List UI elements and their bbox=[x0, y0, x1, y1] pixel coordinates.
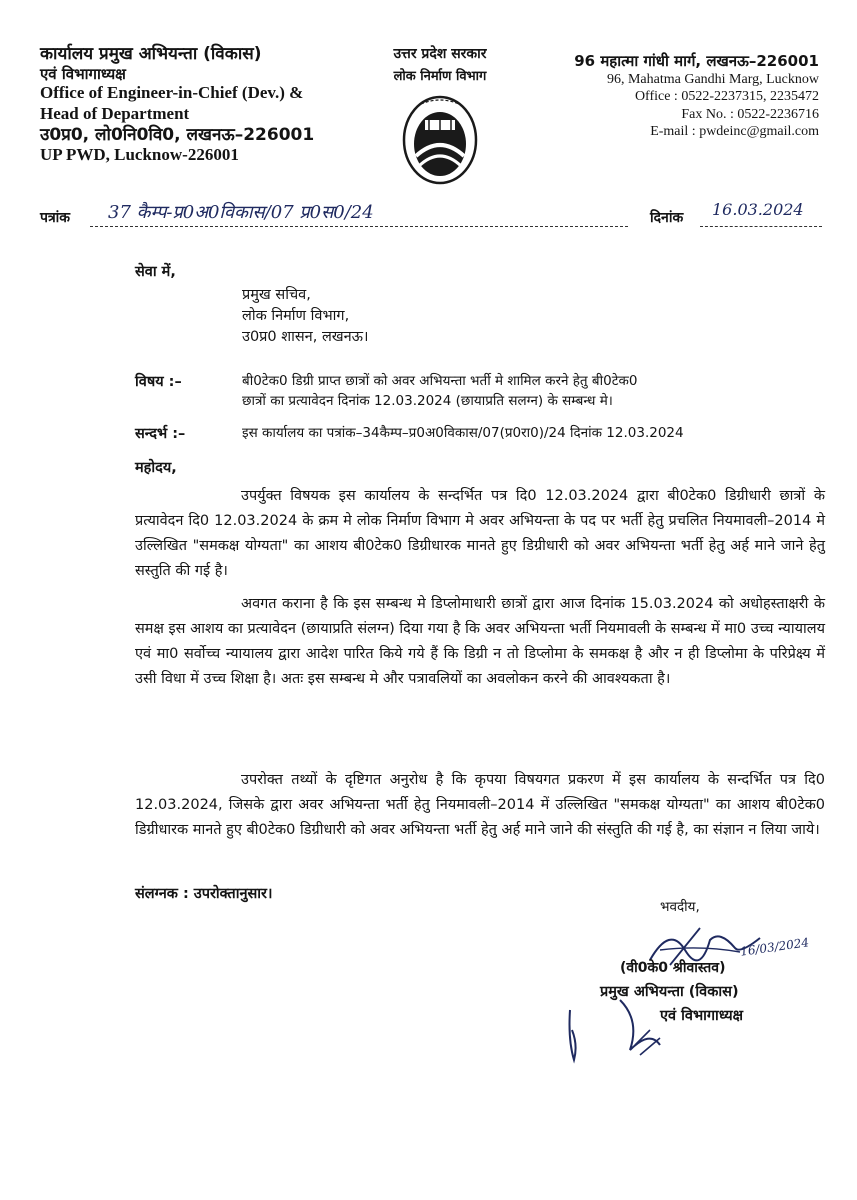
office-phone: Office : 0522-2237315, 2235472 bbox=[634, 89, 819, 105]
office-hindi-title: कार्यालय प्रमुख अभियन्ता (विकास) bbox=[40, 44, 262, 64]
hindi-address: 96 महात्मा गांधी मार्ग, लखनऊ–226001 bbox=[574, 52, 819, 70]
sandarbh-text: इस कार्यालय का पत्रांक–34कैम्प–प्र0अ0विकास/07(प्र0रा0)/24 दिनांक 12.03.2024 bbox=[242, 425, 684, 441]
addressee bbox=[242, 285, 369, 348]
patrank-label: पत्रांक bbox=[40, 210, 71, 226]
addressee-line-2: लोक निर्माण विभाग, bbox=[242, 308, 350, 325]
office-english-address: UP PWD, Lucknow-226001 bbox=[40, 145, 239, 165]
dept-name: लोक निर्माण विभाग bbox=[393, 69, 487, 84]
initials-scribble-icon bbox=[560, 990, 680, 1070]
dinank-value: 16.03.2024 bbox=[700, 200, 822, 227]
office-hindi-address: उ0प्र0, लो0नि0वि0, लखनऊ–226001 bbox=[40, 124, 315, 145]
subject-line-1: बी0टेक0 डिग्री प्राप्त छात्रों को अवर अभियन्ता भर्ती मे शामिल करने हेतु बी0टेक0 bbox=[242, 373, 638, 389]
paragraph-3: उपरोक्त तथ्यों के दृष्टिगत अनुरोध है कि कृपया विषयगत प्रकरण में इस कार्यालय के सन्दर्भित पत्र दि0 12.03.2024, जिसके द्वारा अवर अभियन्ता भर्ती हेतु नियमावली–2014 में उल्लिखित "समकक्ष योग्यता" का आशय बी0टेक0 डिग्रीधारक मानते हुए बी0टेक0 डिग्रीधारी को अवर अभियन्ता भर्ती हेतु अर्ह माने जाने की संस्तुति की गई है, का संज्ञान न लिया जाये। bbox=[135, 772, 825, 838]
pwd-emblem-icon bbox=[401, 94, 479, 186]
dinank-label: दिनांक bbox=[650, 210, 684, 226]
govt-name: उत्तर प्रदेश सरकार bbox=[393, 46, 487, 62]
subject-text bbox=[242, 372, 822, 411]
salutation: महोदय, bbox=[135, 460, 177, 476]
paragraph-1: उपर्युक्त विषयक इस कार्यालय के सन्दर्भित पत्र दि0 12.03.2024 द्वारा बी0टेक0 डिग्रीधारी छात्रों के प्रत्यावेदन दि0 12.03.2024 के क्रम मे लोक निर्माण विभाग मे अवर अभियन्ता के पद पर भर्ती हेतु प्रचलित नियमावली–2014 मे उल्लिखित "समकक्ष योग्यता" का आशय बी0टेक0 डिग्रीधारक मानते हुए डिग्रीधारी को अवर अभियन्ता भर्ती हेतु अर्ह माने जाने हेतु सस्तुति की गई है। bbox=[135, 488, 825, 579]
reference-line bbox=[40, 200, 817, 234]
signature-date: 16/03/2024 bbox=[739, 935, 810, 959]
addressee-line-1: प्रमुख सचिव, bbox=[242, 287, 311, 303]
signatory-designation: प्रमुख अभियन्ता (विकास) bbox=[600, 984, 739, 1000]
addressee-line-3: उ0प्र0 शासन, लखनऊ। bbox=[242, 329, 369, 346]
office-english-title: Office of Engineer-in-Chief (Dev.) & bbox=[40, 83, 304, 103]
subject-label: विषय :– bbox=[135, 374, 182, 390]
english-address: 96, Mahatma Gandhi Marg, Lucknow bbox=[606, 71, 819, 87]
office-block bbox=[40, 44, 360, 166]
signatory-name: (वी0के0 श्रीवास्तव) bbox=[620, 960, 726, 976]
seva-me: सेवा में, bbox=[135, 264, 176, 280]
fax-number: Fax No. : 0522-2236716 bbox=[681, 106, 819, 122]
email-address: E-mail : pwdeinc@gmail.com bbox=[650, 124, 819, 140]
signatory-hod: एवं विभागाध्यक्ष bbox=[660, 1008, 744, 1024]
office-english-subtitle: Head of Department bbox=[40, 103, 190, 123]
office-hindi-subtitle: एवं विभागाध्यक्ष bbox=[40, 64, 126, 83]
subject-line-2: छात्रों का प्रत्यावेदन दिनांक 12.03.2024 (छायाप्रति सलग्न) के सम्बन्ध मे। bbox=[242, 392, 613, 409]
paragraph-2: अवगत कराना है कि इस सम्बन्ध मे डिप्लोमाधारी छात्रों द्वारा आज दिनांक 15.03.2024 को अधोहस्ताक्षरी के समक्ष इस आशय का प्रत्यावेदन (छायाप्रति संलग्न) दिया गया है कि अवर अभियन्ता भर्ती नियमावली के सम्बन्ध में मा0 उच्च न्यायालय एवं मा0 सर्वोच्च न्यायालय द्वारा आदेश पारित किये गये हैं कि डिग्री न तो डिप्लोमा के समकक्ष है और न ही डिप्लोमा के परिप्रेक्ष्य में उसी विधा में उच्च शिक्षा है। अतः इस सम्बन्ध मे और पत्रावलियों का अवलोकन करने की आवश्यकता है। bbox=[135, 596, 825, 687]
patrank-value: 37 कैम्प-प्र0अ0विकास/07 प्र0स0/24 bbox=[90, 200, 628, 227]
sandarbh-label: सन्दर्भ :– bbox=[135, 426, 186, 442]
enclosure: संलग्नक : उपरोक्तानुसार। bbox=[135, 886, 273, 902]
bhavadiya: भवदीय, bbox=[660, 899, 700, 915]
govt-block bbox=[360, 44, 520, 186]
contact-block bbox=[519, 52, 819, 141]
